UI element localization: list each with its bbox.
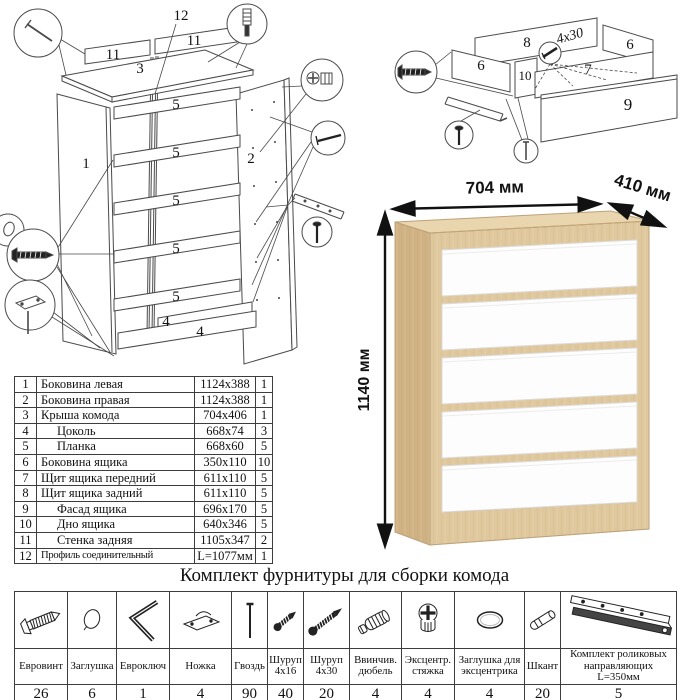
part-name: Профиль соединительный <box>37 548 195 564</box>
hardware-name: Эксцентр. стяжка <box>402 649 455 685</box>
dimension-width-label: 704 мм <box>465 177 525 198</box>
drawer-front <box>442 456 637 512</box>
part-label-back-panel: 11 <box>105 47 121 63</box>
part-row <box>15 408 273 424</box>
wooden-dowel-icon <box>526 595 560 645</box>
hex-key-icon <box>120 595 166 645</box>
part-qty: 5 <box>256 470 273 486</box>
part-num: 6 <box>15 454 37 470</box>
part-label-drawer-side: 6 <box>477 58 485 74</box>
roller-guide-part <box>445 97 507 121</box>
hardware-name: Шуруп 4x16 <box>268 649 304 685</box>
drawer-front <box>442 402 637 458</box>
hardware-name: Ножка <box>170 649 232 685</box>
nail-callout <box>14 9 62 57</box>
screw-size-note: 4x30 <box>554 25 586 48</box>
part-label-top-board: 3 <box>136 61 144 77</box>
hardware-qty: 6 <box>68 684 117 700</box>
roller-guides-icon <box>564 595 674 645</box>
hardware-name: Евровинт <box>15 649 68 685</box>
part-qty: 1 <box>256 377 273 393</box>
part-num: 1 <box>15 377 37 393</box>
part-label-profile: 12 <box>173 8 189 24</box>
foot-callout <box>5 280 55 334</box>
part-qty: 10 <box>256 454 273 470</box>
part-label-slat: 5 <box>172 289 180 305</box>
part-label-drawer-facade: 9 <box>623 95 633 114</box>
part-size: 668x74 <box>195 423 256 439</box>
part-name: Цоколь <box>37 423 195 439</box>
dimension-height-label: 1140 мм <box>356 348 373 412</box>
part-name: Боковина ящика <box>37 454 195 470</box>
hardware-icon-row <box>15 592 677 649</box>
screw-in-dowel-icon <box>353 595 399 645</box>
part-num: 9 <box>15 501 37 517</box>
part-qty: 1 <box>256 408 273 424</box>
frame-assembly-diagram <box>0 2 352 374</box>
hardware-name: Гвоздь <box>232 649 268 685</box>
hardware-name: Шуруп 4x30 <box>304 649 350 685</box>
part-qty: 1 <box>256 392 273 408</box>
part-label-slat: 5 <box>172 193 180 209</box>
part-name: Щит ящика передний <box>37 470 195 486</box>
part-name: Стенка задняя <box>37 532 195 548</box>
hardware-qty: 4 <box>455 684 525 700</box>
confirmat-callout <box>395 51 437 93</box>
drawer-assembly-diagram <box>385 0 689 172</box>
part-size: 640x346 <box>195 517 256 533</box>
cam-cover-icon <box>467 595 513 645</box>
part-label-plinth: 4 <box>162 314 170 330</box>
part-size: 704x406 <box>195 408 256 424</box>
part-num: 12 <box>15 548 37 564</box>
part-size: 350x110 <box>195 454 256 470</box>
part-num: 2 <box>15 392 37 408</box>
hardware-kit-title: Комплект фурнитуры для сборки комода <box>179 565 510 586</box>
cam-lock-icon <box>405 595 451 645</box>
drawer-front <box>442 348 637 404</box>
drawer-front <box>442 240 637 296</box>
screw-callout-bottom <box>302 217 332 247</box>
part-name: Боковина правая <box>37 392 195 408</box>
hardware-qty: 1 <box>117 684 170 700</box>
nail-icon <box>235 595 265 645</box>
part-row <box>15 377 273 393</box>
confirmat-callout <box>7 229 59 281</box>
part-label-drawer-bottom: 10 <box>518 68 532 83</box>
part-num: 11 <box>15 532 37 548</box>
part-size: 611x110 <box>195 470 256 486</box>
part-row <box>15 423 273 439</box>
hardware-qty: 90 <box>232 684 268 700</box>
dresser-drawers <box>442 240 637 512</box>
screw-4x30-icon <box>305 595 349 645</box>
part-label-drawer-front: 7 <box>584 62 592 78</box>
part-size: 668x60 <box>195 439 256 455</box>
part-row <box>15 470 273 486</box>
hardware-qty-row <box>15 684 677 700</box>
screw-callout <box>445 121 473 149</box>
hardware-table <box>14 591 677 700</box>
part-label-drawer-side: 6 <box>626 37 634 53</box>
hardware-name: Заглушка <box>68 649 117 685</box>
hardware-name: Евроключ <box>117 649 170 685</box>
hardware-qty: 4 <box>170 684 232 700</box>
part-num: 5 <box>15 439 37 455</box>
part-label-slat: 5 <box>172 241 180 257</box>
hardware-qty: 4 <box>350 684 402 700</box>
hardware-name-row <box>15 649 677 685</box>
part-name: Щит ящика задний <box>37 486 195 502</box>
part-name: Крыша комода <box>37 408 195 424</box>
nail-callout <box>514 139 538 163</box>
cam-lock-callout <box>301 59 343 101</box>
part-label-slat: 5 <box>172 97 180 113</box>
part-label-right-side: 2 <box>247 151 255 167</box>
part-row <box>15 532 273 548</box>
part-num: 3 <box>15 408 37 424</box>
part-row <box>15 501 273 517</box>
drawer-front <box>442 294 637 350</box>
part-label-back-panel: 11 <box>186 33 202 49</box>
part-size: 611x110 <box>195 486 256 502</box>
part-label-left-side: 1 <box>82 156 90 172</box>
part-row <box>15 548 273 564</box>
hardware-qty: 20 <box>304 684 350 700</box>
part-size: 1105x347 <box>195 532 256 548</box>
hardware-qty: 4 <box>402 684 455 700</box>
part-row <box>15 454 273 470</box>
part-qty: 1 <box>256 548 273 564</box>
part-size: 1124x388 <box>195 392 256 408</box>
part-num: 8 <box>15 486 37 502</box>
part-name: Дно ящика <box>37 517 195 533</box>
part-qty: 5 <box>256 439 273 455</box>
part-label-drawer-back: 8 <box>523 35 531 51</box>
parts-table <box>14 376 273 564</box>
part-row <box>15 486 273 502</box>
part-qty: 5 <box>256 501 273 517</box>
plug-cap-icon <box>69 595 115 645</box>
part-row <box>15 517 273 533</box>
part-num: 7 <box>15 470 37 486</box>
roller-guide-part <box>292 194 344 219</box>
part-name: Планка <box>37 439 195 455</box>
part-qty: 2 <box>256 532 273 548</box>
confirmat-screw-icon <box>18 595 64 645</box>
part-qty: 3 <box>256 423 273 439</box>
dimension-depth-label: 410 мм <box>611 170 674 206</box>
dresser-render <box>352 162 686 564</box>
furniture-foot-icon <box>178 595 224 645</box>
part-num: 4 <box>15 423 37 439</box>
part-name: Фасад ящика <box>37 501 195 517</box>
hardware-name: Комплект роликовых направляющих L=350мм <box>561 649 677 685</box>
part-qty: 5 <box>256 517 273 533</box>
part-row <box>15 392 273 408</box>
hardware-name: Шкант <box>525 649 561 685</box>
part-row <box>15 439 273 455</box>
hardware-name: Заглушка для эксцентрика <box>455 649 525 685</box>
part-label-plinth: 4 <box>196 324 204 340</box>
screw-callout-right <box>311 121 345 155</box>
part-num: 10 <box>15 517 37 533</box>
hardware-name: Ввинчив. дюбель <box>350 649 402 685</box>
part-size: 1124x388 <box>195 377 256 393</box>
part-name: Боковина левая <box>37 377 195 393</box>
part-label-slat: 5 <box>172 145 180 161</box>
part-qty: 5 <box>256 486 273 502</box>
screw-in-dowel-callout <box>227 4 267 44</box>
screw-4x16-icon <box>269 595 303 645</box>
part-size: L=1077мм <box>195 548 256 564</box>
hardware-qty: 5 <box>561 684 677 700</box>
part-size: 696x170 <box>195 501 256 517</box>
hardware-qty: 40 <box>268 684 304 700</box>
hardware-qty: 26 <box>15 684 68 700</box>
hardware-qty: 20 <box>525 684 561 700</box>
